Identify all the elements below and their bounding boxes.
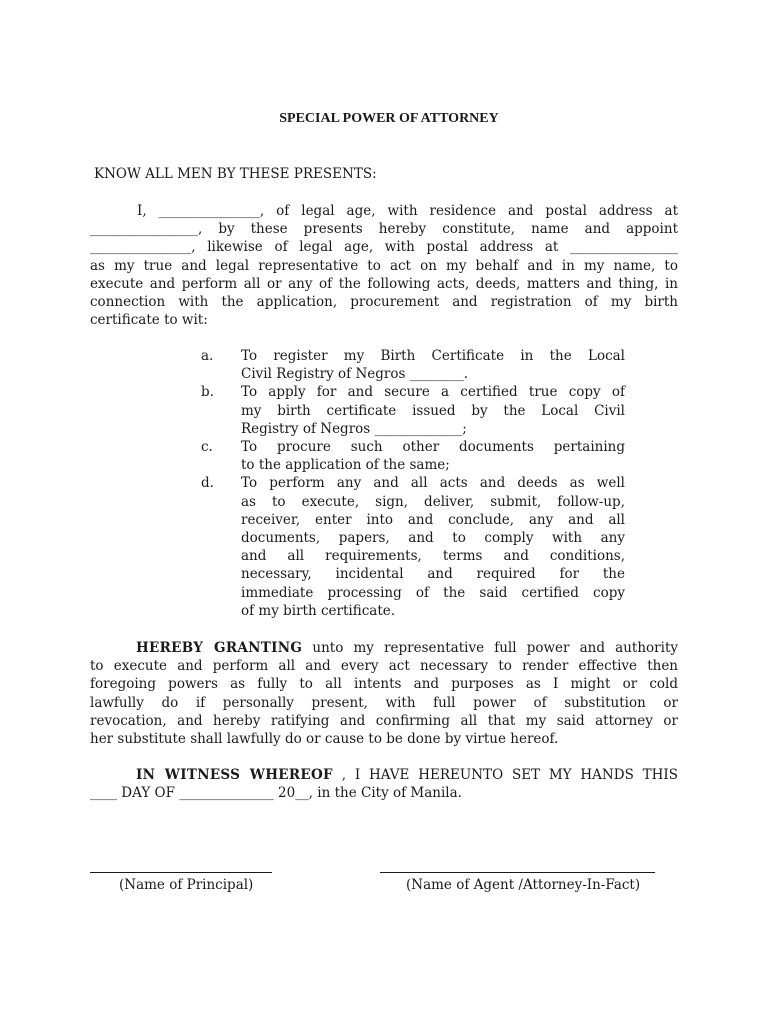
granting-lead: HEREBY GRANTING (136, 640, 303, 656)
list-item (201, 438, 625, 474)
intro-line: connection with the application, procurement and registration of my birth (90, 294, 678, 311)
document-title: SPECIAL POWER OF ATTORNEY (279, 111, 499, 126)
list-marker: d. (201, 475, 214, 492)
list-marker: b. (201, 384, 214, 401)
witness-first-rest: , I HAVE HEREUNTO SET MY HANDS THIS (332, 767, 678, 783)
principal-label: (Name of Principal) (119, 877, 254, 893)
list-item-line: of my birth certificate. (241, 602, 396, 619)
witness-line: ____ DAY OF ______________ 20__, in the City of Manila. (90, 785, 462, 802)
list-item-line: documents, papers, and to comply with any (241, 530, 625, 547)
granting-line: foregoing powers as fully to all intents and purposes as I might or cold (90, 676, 678, 693)
list-marker: a. (201, 348, 214, 364)
intro-line: ________________, by these presents hereby constitute, name and appoint (90, 221, 678, 238)
granting-line: revocation, and hereby ratifying and confirming all that my said attorney or (90, 712, 678, 729)
granting-line: her substitute shall lawfully do or cause to be done by virtue hereof. (90, 731, 559, 748)
intro-line: I, _______________, of legal age, with residence and postal address at (137, 203, 678, 219)
granting-first-rest: unto my representative full power and authority (302, 640, 678, 656)
intro-line: certificate to wit: (90, 312, 208, 329)
intro-line: execute and perform all or any of the following acts, deeds, matters and thing, in (90, 275, 678, 292)
list-item-line: as to execute, sign, deliver, submit, follow-up, (241, 493, 625, 510)
granting-line: lawfully do if personally present, with full power of substitution or (90, 694, 678, 711)
agent-signature-line (380, 872, 655, 873)
intro-paragraph (90, 202, 678, 329)
principal-signature-line (90, 872, 272, 873)
list-item-line: To apply for and secure a certified true copy of (241, 384, 625, 401)
granting-paragraph (90, 639, 678, 748)
list-item (201, 474, 625, 620)
list-item-line: necessary, incidental and required for the (241, 566, 625, 583)
agent-label: (Name of Agent /Attorney-In-Fact) (406, 877, 641, 893)
list-item-line: Civil Registry of Negros ________. (241, 366, 468, 383)
list-item-line: To procure such other documents pertaining (241, 439, 625, 456)
witness-line (90, 766, 678, 784)
list-marker: c. (201, 439, 213, 456)
list-item-line: immediate processing of the said certified copy (241, 584, 625, 601)
list-item (201, 347, 625, 383)
salutation: KNOW ALL MEN BY THESE PRESENTS: (94, 166, 377, 182)
list-item-line: and all requirements, terms and conditions, (241, 548, 625, 565)
list-item-line: Registry of Negros _____________; (241, 420, 467, 437)
list-item (201, 383, 625, 438)
granting-line (90, 639, 678, 657)
granting-line: to execute and perform all and every act necessary to render effective then (90, 658, 678, 675)
list-item-line: receiver, enter into and conclude, any and all (241, 511, 625, 528)
list-item-line: To register my Birth Certificate in the Local (241, 348, 625, 364)
list-item-line: my birth certificate issued by the Local Civil (241, 402, 625, 419)
powers-list (201, 347, 625, 620)
list-item-line: To perform any and all acts and deeds as well (241, 475, 625, 492)
witness-lead: IN WITNESS WHEREOF (136, 767, 333, 783)
list-item-line: to the application of the same; (241, 457, 450, 474)
intro-line: as my true and legal representative to act on my behalf and in my name, to (90, 257, 678, 274)
intro-line: _______________, likewise of legal age, with postal address at ________________ (90, 239, 678, 256)
witness-paragraph (90, 766, 678, 802)
